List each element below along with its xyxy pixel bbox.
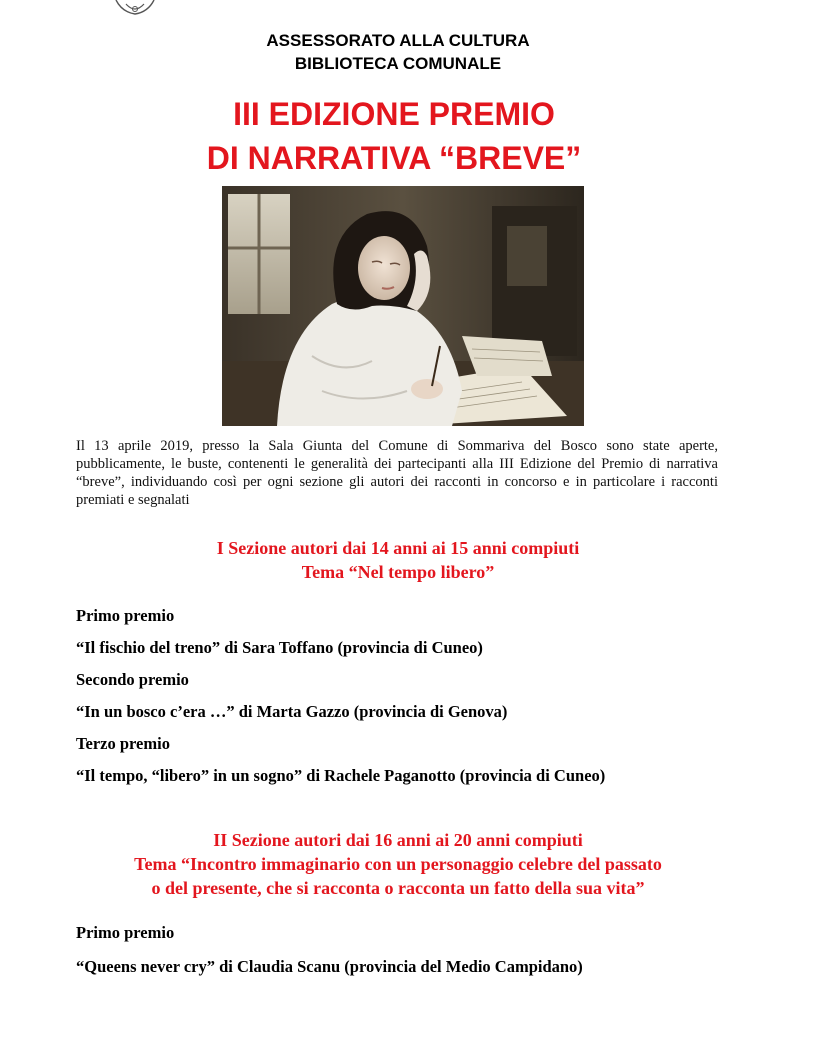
section-1-third-entry: “Il tempo, “libero” in un sogno” di Rachele Paganotto (provincia di Cuneo) <box>76 766 606 785</box>
section-1-first-entry: “Il fischio del treno” di Sara Toffano (provincia di Cuneo) <box>76 638 483 657</box>
section-2-first-entry: “Queens never cry” di Claudia Scanu (provincia del Medio Campidano) <box>76 957 583 976</box>
section-1-first-label: Primo premio <box>76 606 175 625</box>
title-line-1: III EDIZIONE PREMIO <box>233 96 555 132</box>
writing-woman-photo <box>222 186 584 426</box>
section-1-second-entry: “In un bosco c’era …” di Marta Gazzo (provincia di Genova) <box>76 702 508 721</box>
header-line-2: BIBLIOTECA COMUNALE <box>294 54 502 73</box>
section-2-theme-line-2: o del presente, che si racconta o racconta un fatto della sua vita” <box>151 878 645 898</box>
section-2-heading: II Sezione autori dai 16 anni ai 20 anni compiuti <box>213 830 583 850</box>
section-2-theme-line-1: Tema “Incontro immaginario con un personaggio celebre del passato <box>134 854 662 874</box>
header-line-1: ASSESSORATO ALLA CULTURA <box>266 31 530 50</box>
intro-paragraph: Il 13 aprile 2019, presso la Sala Giunta del Comune di Sommariva del Bosco sono state aperte, pubblicamente, le buste, contenenti le generalità dei partecipanti alla III Edizione del Premio di narrativa “breve”, individuando così per ogni sezione gli autori dei racconti in concorso e in particolare i racconti premiati e segnalati <box>76 438 718 508</box>
section-1-heading: I Sezione autori dai 14 anni ai 15 anni compiuti <box>216 538 580 558</box>
title-line-2: DI NARRATIVA “BREVE” <box>206 140 582 176</box>
section-1-third-label: Terzo premio <box>76 734 170 753</box>
section-2-first-label: Primo premio <box>76 923 175 942</box>
section-1-theme: Tema “Nel tempo libero” <box>301 562 495 582</box>
section-1-second-label: Secondo premio <box>76 670 189 689</box>
emblem-icon <box>108 0 162 18</box>
